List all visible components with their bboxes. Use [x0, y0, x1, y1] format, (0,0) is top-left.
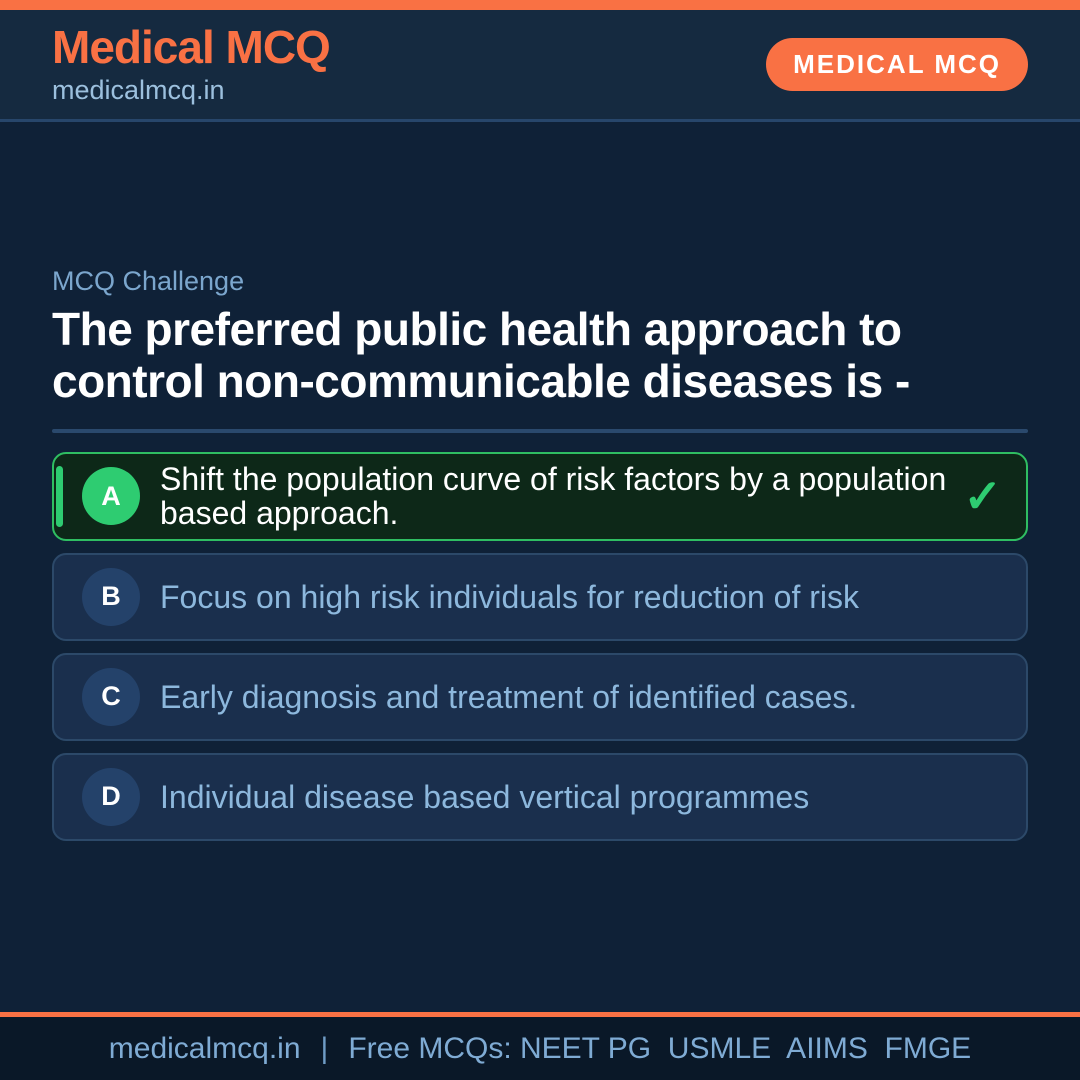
option-text: Individual disease based vertical programmes: [160, 778, 810, 815]
option-c[interactable]: [52, 653, 1028, 741]
footer-tagline: Free MCQs: NEET PG USMLE AIIMS FMGE: [348, 1031, 972, 1065]
quiz-card: [52, 125, 1028, 841]
footer-site: medicalmcq.in: [108, 1031, 301, 1065]
options-list: [52, 452, 1028, 841]
footer: [0, 1012, 1080, 1080]
question-divider: [52, 429, 1028, 433]
option-b[interactable]: [52, 553, 1028, 641]
top-accent-bar: [0, 0, 1080, 10]
brand-subtitle: medicalmcq.in: [52, 74, 225, 105]
quiz-kicker: MCQ Challenge: [52, 266, 245, 296]
option-d[interactable]: [52, 753, 1028, 841]
brand-block: [52, 23, 330, 105]
question-text: The preferred public health approach to control non-communicable diseases is -: [52, 303, 910, 408]
option-text: Early diagnosis and treatment of identified cases.: [160, 678, 858, 715]
header: [0, 10, 1080, 122]
brand-title: Medical MCQ: [52, 21, 330, 74]
option-letter-badge: C: [82, 668, 140, 726]
check-icon: ✓: [963, 470, 1002, 523]
option-letter-badge: B: [82, 568, 140, 626]
option-text: Shift the population curve of risk factors by a population based approach.: [160, 460, 947, 532]
option-text: Focus on high risk individuals for reduction of risk: [160, 578, 859, 615]
footer-separator: |: [320, 1031, 329, 1065]
brand-badge: MEDICAL MCQ: [766, 38, 1028, 91]
option-a[interactable]: [52, 452, 1028, 541]
option-letter-badge: A: [82, 467, 140, 525]
option-letter-badge: D: [82, 768, 140, 826]
